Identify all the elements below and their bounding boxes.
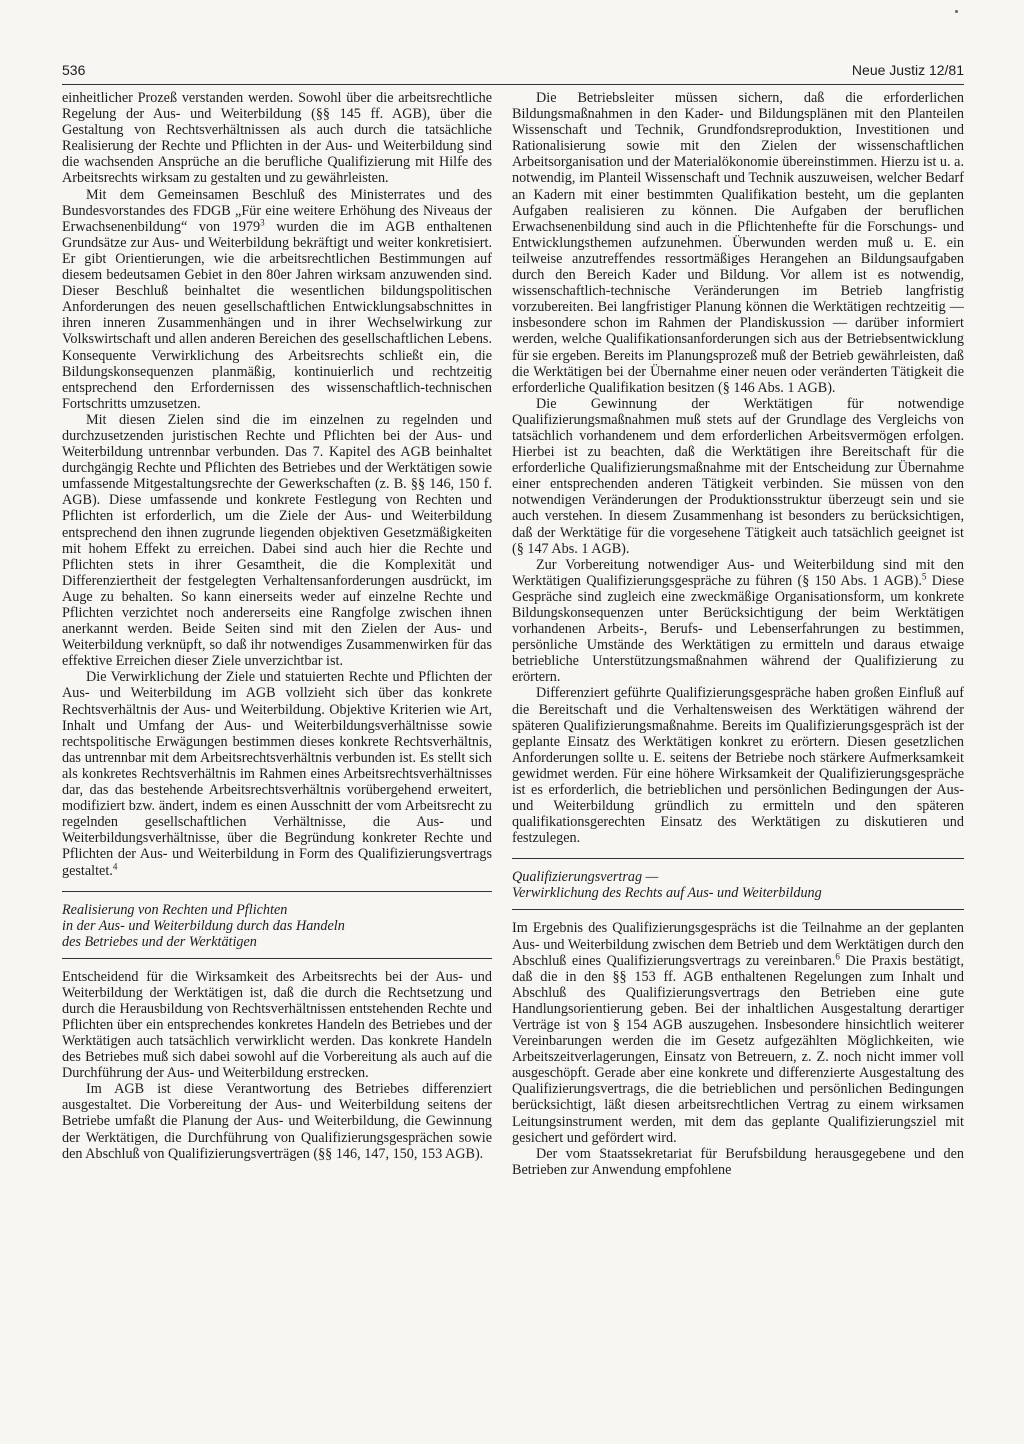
paragraph: Entscheidend für die Wirksamkeit des Arbeitsrechts bei der Aus- und Weiterbildung der Werktätigen ist, daß die durch die Rechtsetzung und durch die Herausbildung von Rechtsverhältnissen entstehenden Rechte und Pflichten über ein entsprechendes konkretes Handeln des Betriebes und der Werktätigen auch tatsächlich verwirklicht werden. Das konkrete Handeln des Betriebes muß sich dabei sowohl auf die Vorbereitung als auch auf die Durchführung der Aus- und Weiterbildung erstrecken. [62,968,492,1082]
paragraph: Differenziert geführte Qualifizierungsgespräche haben großen Einfluß auf die Bereitschaft und die Verhaltensweisen des Werktätigen während der späteren Qualifizierungsmaßnahme. Bereits im Qualifizierungsgespräch ist der geplante Einsatz des Werktätigen konkret zu erörtern. Diesen gesetzlichen Anforderungen sollte u. E. seitens der Betriebe noch stärkere Aufmerksamkeit gewidmet werden. Für eine höhere Wirksamkeit der Qualifizierungsgespräche ist es erforderlich, die betrieblichen und persönlichen Bedingungen der Aus- und Weiterbildung gründlich zu ermitteln und den späteren qualifikationsgerechten Einsatz des Werktätigen zu diskutieren und festzulegen. [512,685,964,847]
paragraph [62,187,492,412]
footnote-ref: 4 [112,860,118,871]
paragraph-text: wurden die im AGB enthaltenen Grundsätze zur Aus- und Weiterbildung bekräftigt und weiter konkretisiert. Er gibt Orientierungen, wie die arbeitsrechtlichen Bestimmungen auf diesem bedeutsamen Gebiet in den 80er Jahren wirksam anzuwenden sind. Dieser Beschluß beinhaltet die wesentlichen bildungspolitischen Anforderungen des neuen gesellschaftlichen Entwicklungsabschnittes in ihren inneren Zusammenhängen und in ihrer Wechselwirkung zur Volkswirtschaft und allen anderen Bereichen des gesellschaftlichen Lebens. Konsequente Verwirklichung des Arbeitsrechts schließt ein, die Bildungskonsequenzen planmäßig, kontinuierlich und rechtzeitig entsprechend den Erfordernissen des wissenschaftlich-technischen Fortschritts umzusetzen. [62,218,493,412]
footnote-ref: 3 [260,217,265,228]
paragraph: Im AGB ist diese Verantwortung des Betriebes differenziert ausgestaltet. Die Vorbereitung der Aus- und Weiterbildung seitens der Betriebe umfaßt die Planung der Aus- und Weiterbildung, die Gewinnung der Werktätigen, die Durchführung von Qualifizierungsgesprächen sowie den Abschluß von Qualifizierungsverträgen (§§ 146, 147, 150, 153 AGB). [62,1081,492,1162]
section-heading [512,858,964,910]
paragraph-text: Diese Gespräche sind zugleich eine zweckmäßige Organisationsform, um konkrete Bildungskonsequenzen unter Berücksichtigung der beim Werktätigen vorhandenen Arbeits-, Berufs- und Lebenserfahrungen zu bestimmen, persönliche Umstände des Werktätigen zu ermitteln und daraus etwaige betriebliche Unterstützungsmaßnahmen während der Qualifizierung zu erörtern. [512,572,964,686]
heading-line: Realisierung von Rechten und Pflichten [62,901,288,918]
paragraph: Mit diesen Zielen sind die im einzelnen zu regelnden und durchzusetzenden juristischen Rechte und Pflichten bei der Aus- und Weiterbildung untrennbar verbunden. Das 7. Kapitel des AGB beinhaltet durchgängig Rechte und Pflichten des Betriebes und der Werktätigen sowie umfassende Mitgestaltungsrechte der Gewerkschaften (z. B. §§ 146, 150 f. AGB). Diese umfassende und konkrete Festlegung von Rechten und Pflichten ist erforderlich, um die Ziele der Aus- und Weiterbildung entsprechend den ihnen zugrunde liegenden objektiven Gesetzmäßigkeiten mit hohem Effekt zu erreichen. Dabei sind auch hier die Rechte und Pflichten stets in ihrer Gesamtheit, die die Komplexität und Differenziertheit der festgelegten Verhaltensanforderungen ausdrückt, im Auge zu behalten. So kann einerseits weder auf einzelne Rechte und Pflichten verzichtet noch andererseits eine Rangfolge zwischen ihnen anerkannt werden. Beide Seiten sind mit den Zielen der Aus- und Weiterbildung verknüpft, so daß ihr notwendiges Zusammenwirken für das effektive Erreichen dieser Ziele unverzichtbar ist. [62,411,492,670]
right-column [512,90,964,1178]
paragraph-text: Die Praxis bestätigt, daß die in den §§ 153 ff. AGB enthaltenen Regelungen zum Inhalt und Abschluß des Qualifizierungsvertrags den Betrieben eine gute Handlungsorientierung geben. Bei der inhaltlichen Ausgestaltung derartiger Verträge ist von § 154 AGB auszugehen. Insbesondere hinsichtlich weiterer Vereinbarungen werden die im Gesetz aufgezählten Möglichkeiten, wie Arbeitszeitverlagerungen, Einsatz von Betreuern, z. Z. noch nicht immer voll ausgeschöpft. Gerade aber eine konkrete und differenzierte Ausgestaltung des Qualifizierungsvertrags, die die betrieblichen und persönlichen Bedingungen berücksichtigt, läßt diesen arbeitsrechtlichen Vertrag zu einem wirksamen Leitungsinstrument werden, mit dem das geplante Qualifizierungsziel mit gesichert und gefördert wird. [512,952,964,1146]
section-heading [62,891,492,959]
left-column [62,90,492,1162]
page-header [62,62,964,85]
paragraph: einheitlicher Prozeß verstanden werden. Sowohl über die arbeitsrechtliche Regelung der Aus- und Weiterbildung (§§ 145 ff. AGB), über die Gestaltung von Rechtsverhältnissen als auch durch die tatsächliche Realisierung der Rechte und Pflichten in der Aus- und Weiterbildung sind die wachsenden Ansprüche an die berufliche Qualifizierung mit Hilfe des Arbeitsrechts wirksam zu gestalten und zu gewährleisten. [62,90,492,187]
heading-line: Qualifizierungsvertrag — [512,869,659,886]
paragraph-text: Zur Vorbereitung notwendiger Aus- und Weiterbildung sind mit den Werktätigen Qualifizierungsgespräche zu führen (§ 150 Abs. 1 AGB). [512,556,964,589]
paragraph [512,557,964,686]
paragraph-text: Mit dem Gemeinsamen Beschluß des Ministerrates und des Bundesvorstandes des FDGB „Für eine weitere Erhöhung des Niveaus der Erwachsenenbildung“ von 1979 [62,186,492,235]
paragraph: Die Betriebsleiter müssen sichern, daß die erforderlichen Bildungsmaßnahmen in den Kader- und Bildungsplänen mit den Planteilen Wissenschaft und Technik, Grundfondsreproduktion, Investitionen und Rationalisierung sowie mit den Zielen der wissenschaftlichen Arbeitsorganisation und der Materialökonomie übereinstimmen. Hierzu ist u. a. notwendig, im Planteil Wissenschaft und Technik auszuweisen, welcher Bedarf an Kadern mit einer bestimmten Qualifikation besteht, um die geplanten Aufgaben realisieren zu können. Die Aufgaben der beruflichen Erwachsenenbildung sind auch in die Pflichtenhefte für die Forschungs- und Entwicklungsthemen aufzunehmen. Überwunden werden muß u. E. ein teilweise anzutreffendes ressortmäßiges Herangehen an Bildungsaufgaben durch den Bereich Kader und Bildung. Vor allem ist es notwendig, wissenschaftlich-technische Veränderungen im Betrieb langfristig vorzubereiten. Bei langfristiger Planung können die Werktätigen rechtzeitig — insbesondere schon im Rahmen der Plandiskussion — darüber informiert werden, welche Qualifikationsanforderungen sich aus der Betriebsentwicklung für sie ergeben. Bereits im Planungsprozeß muß der Betrieb gewährleisten, daß die Werktätigen bei der Übernahme einer neuen oder veränderten Tätigkeit die erforderliche Qualifikation besitzen (§ 146 Abs. 1 AGB). [512,90,964,396]
paragraph-text: Im Ergebnis des Qualifizierungsgesprächs ist die Teilnahme an der geplanten Aus- und Weiterbildung zwischen dem Betrieb und dem Werktätigen durch den Abschluß eines Qualifizierungsvertrags zu vereinbaren. [512,920,964,969]
heading-line: in der Aus- und Weiterbildung durch das Handeln [62,917,345,934]
footnote-ref: 6 [835,950,840,961]
footnote-ref: 5 [921,571,927,582]
paragraph: Die Gewinnung der Werktätigen für notwendige Qualifizierungsmaßnahmen muß stets auf der Grundlage des Vergleichs von tatsächlich vorhandenem und dem erforderlichen Arbeitsvermögen erfolgen. Hierbei ist zu beachten, daß die Werktätigen ihre Bereitschaft für die erforderliche Qualifizierungsmaßnahme mit der Entscheidung zur Übernahme einer entsprechenden anderen Tätigkeit verbinden. Sie müssen von den notwendigen Veränderungen der Produktionsstruktur überzeugt sein und sie auch verstehen. In diesem Zusammenhang ist besonders zu berücksichtigen, daß der Werktätige für die vorgesehene Tätigkeit auch tatsächlich geeignet ist (§ 147 Abs. 1 AGB). [512,395,964,557]
paragraph-text: Die Verwirklichung der Ziele und statuierten Rechte und Pflichten der Aus- und Weiterbildung im AGB vollzieht sich über das konkrete Rechtsverhältnis der Aus- und Weiterbildung. Objektive Kriterien wie Art, Inhalt und Umfang der Aus- und Weiterbildungsverhältnisse sowie rechtspolitische Erwägungen bestimmen dieses konkrete Rechtsverhältnis, das untrennbar mit dem Arbeitsrechtsverhältnis verbunden ist. Es stellt sich als konkretes Rechtsverhältnis im Rahmen eines Arbeitsrechtsverhältnisses dar, das das bestehende Arbeitsrechtsverhältnis vorübergehend erweitert, modifiziert bzw. ändert, indem es einen Ausschnitt der vom Arbeitsrecht zu regelnden gesellschaftlichen Verhältnisse, die Aus- und Weiterbildungsverhältnisse, über die Begründung konkreter Rechte und Pflichten der Aus- und Weiterbildung in Form des Qualifizierungsvertrags gestaltet. [62,669,492,879]
heading-line: Verwirklichung des Rechts auf Aus- und Weiterbildung [512,885,822,902]
journal-issue: Neue Justiz 12/81 [851,62,964,78]
paragraph: Der vom Staatssekretariat für Berufsbildung herausgegebene und den Betrieben zur Anwendung empfohlene [512,1145,964,1178]
paragraph [62,669,492,878]
heading-line: des Betriebes und der Werktätigen [62,933,257,950]
scan-speck [955,10,958,13]
paragraph [512,920,964,1145]
page-number: 536 [62,62,86,78]
